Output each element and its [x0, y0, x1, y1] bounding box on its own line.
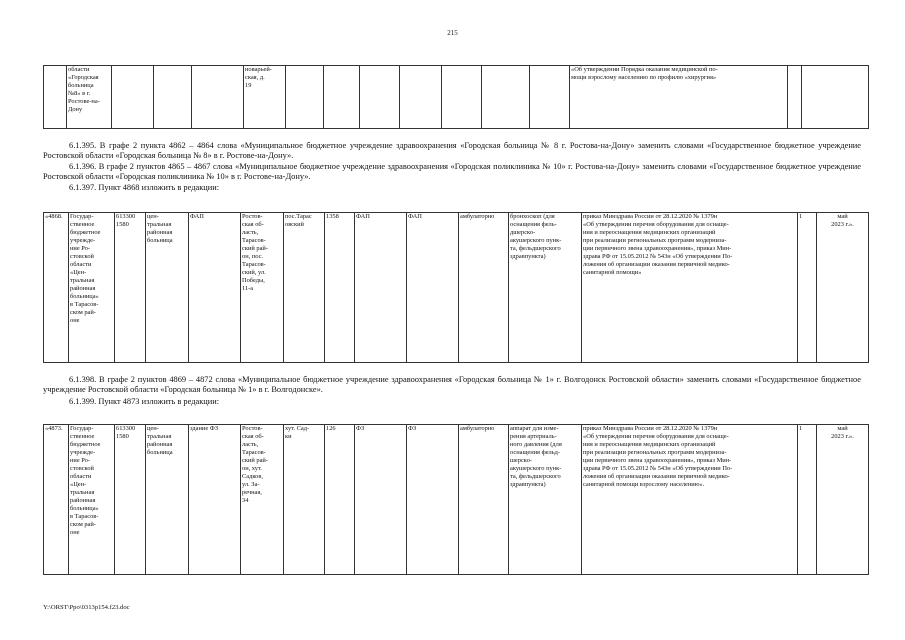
- table-cell: 613300 1580: [115, 425, 146, 575]
- table-cell: [154, 66, 192, 129]
- table-continuation: [43, 65, 869, 129]
- table-cell: Государ- ственное бюджетное учрежде- ние Ро- стовской области «Цен- тральная районная больница» в Тарасов- ском рай- оне: [69, 425, 115, 575]
- table-cell: амбулаторно: [459, 425, 509, 575]
- table-cell: новарьей- ская, д. 19: [244, 66, 286, 129]
- table-cell: [802, 66, 869, 129]
- table-cell: 1: [798, 213, 817, 363]
- table-cell: цен- тральная районная больница: [146, 213, 189, 363]
- table-cell: ФЗ: [355, 425, 407, 575]
- table-row: [44, 425, 869, 575]
- table-cell: пос.Тарас овский: [284, 213, 325, 363]
- table-cell: здание ФЗ: [189, 425, 241, 575]
- table-cell: [324, 66, 360, 129]
- table-cell: [192, 66, 244, 129]
- file-path-footer: Y:\ORST\Ppo\0313p154.f23.doc: [43, 604, 130, 611]
- table-cell: [788, 66, 802, 129]
- table-cell: приказ Минздрава России от 28.12.2020 № 1379н «Об утверждении перечня оборудования для оснаще- ния и переоснащения медицинских организаций при реализации региональных программ модерниза- ции первичного звена здравоохранения», приказ Мин- здрава РФ от 15.05.2012 № 543н «Об утверждении По- ложения об организации оказания первичной медико- санитарной помощи взрослому населению».: [582, 425, 798, 575]
- paragraph-6-1-396: 6.1.396. В графе 2 пунктов 4865 – 4867 слова «Муниципальное бюджетное учреждение здравоохранения «Городская поликлиника № 10» г. Ростова-на-Дону» заменить словами «Государственное бюджетное учреждение Ростовской области «Городская поликлиника № 10» в г. Ростове-на-Дону».: [43, 162, 861, 182]
- table-cell: «4868.: [44, 213, 69, 363]
- paragraph-6-1-398: 6.1.398. В графе 2 пунктов 4869 – 4872 слова «Муниципальное бюджетное учреждение здравоохранения «Городская больница № 1» г. Волгодонск Ростовской области» заменить словами «Государственное бюджетное учреждение Ростовской области «Городская больница № 1» в г. Волгодонске».: [43, 375, 861, 395]
- paragraph-6-1-399: 6.1.399. Пункт 4873 изложить в редакции:: [69, 397, 220, 406]
- table-cell: [360, 66, 400, 129]
- table-cell: [286, 66, 324, 129]
- table-row: [44, 213, 869, 363]
- table-cell: май 2023 г.».: [817, 213, 869, 363]
- table-cell: [482, 66, 530, 129]
- table-cell: ФАП: [189, 213, 241, 363]
- table-cell: бронхоскоп (для оснащения фель- дшерско- акушерского пунк- та, фельдшерского здравпункта): [509, 213, 582, 363]
- table-cell: 613300 1580: [115, 213, 146, 363]
- table-row: [44, 66, 869, 129]
- table-cell: Ростов- ская об- ласть, Тарасов- ский рай- он, хут. Садков, ул. За- речная, 34: [241, 425, 284, 575]
- page-number: 215: [447, 29, 458, 37]
- table-cell: хут. Сад- ки: [284, 425, 325, 575]
- table-cell: 126: [325, 425, 355, 575]
- table-item-4873: [43, 424, 869, 575]
- table-cell: 1: [798, 425, 817, 575]
- table-cell: амбулаторно: [459, 213, 509, 363]
- table-cell: май 2023 г.».: [817, 425, 869, 575]
- table-cell: «4873.: [44, 425, 69, 575]
- table-cell: цен- тральная районная больница: [146, 425, 189, 575]
- table-cell: ФАП: [355, 213, 407, 363]
- table-cell: «Об утверждении Порядка оказания медицинской по- мощи взрослому населению по профилю «хирургия»: [570, 66, 788, 129]
- table-cell: Ростов- ская об- ласть, Тарасов- ский рай- он, пос. Тарасов- ский, ул. Победы, 11-а: [241, 213, 284, 363]
- table-cell: области «Городская больница №8» в г. Ростове-на- Дону: [67, 66, 112, 129]
- table-cell: ФАП: [407, 213, 459, 363]
- table-cell: Государ- ственное бюджетное учрежде- ние Ро- стовской области «Цен- тральная районная больница» в Тарасов- ском рай- оне: [69, 213, 115, 363]
- table-cell: [530, 66, 570, 129]
- paragraph-6-1-395: 6.1.395. В графе 2 пункта 4862 – 4864 слова «Муниципальное бюджетное учреждение здравоохранения «Городская больница № 8 г. Ростова-на-Дону» заменить словами «Государственное бюджетное учреждение Ростовской области «Городская больница № 8» в г. Ростове-на-Дону».: [43, 141, 861, 161]
- paragraph-6-1-397: 6.1.397. Пункт 4868 изложить в редакции:: [69, 183, 220, 192]
- table-cell: ФЗ: [407, 425, 459, 575]
- table-cell: [44, 66, 67, 129]
- table-cell: приказ Минздрава России от 28.12.2020 № 1379н «Об утверждении перечня оборудования для оснаще- ния и переоснащения медицинских организаций при реализации региональных программ модерниза- ции первичного звена здравоохранения», приказ Мин- здрава РФ от 15.05.2012 № 543н «Об утверждении По- ложения об организации оказания первичной медико- санитарной помощи»: [582, 213, 798, 363]
- table-item-4868: [43, 212, 869, 363]
- table-cell: [442, 66, 482, 129]
- table-cell: аппарат для изме- рения артериаль- ного давления (для оснащения фельд- шерско- акушерского пунк- та, фельдшерского здравпункта): [509, 425, 582, 575]
- table-cell: 1358: [325, 213, 355, 363]
- table-cell: [400, 66, 442, 129]
- table-cell: [112, 66, 154, 129]
